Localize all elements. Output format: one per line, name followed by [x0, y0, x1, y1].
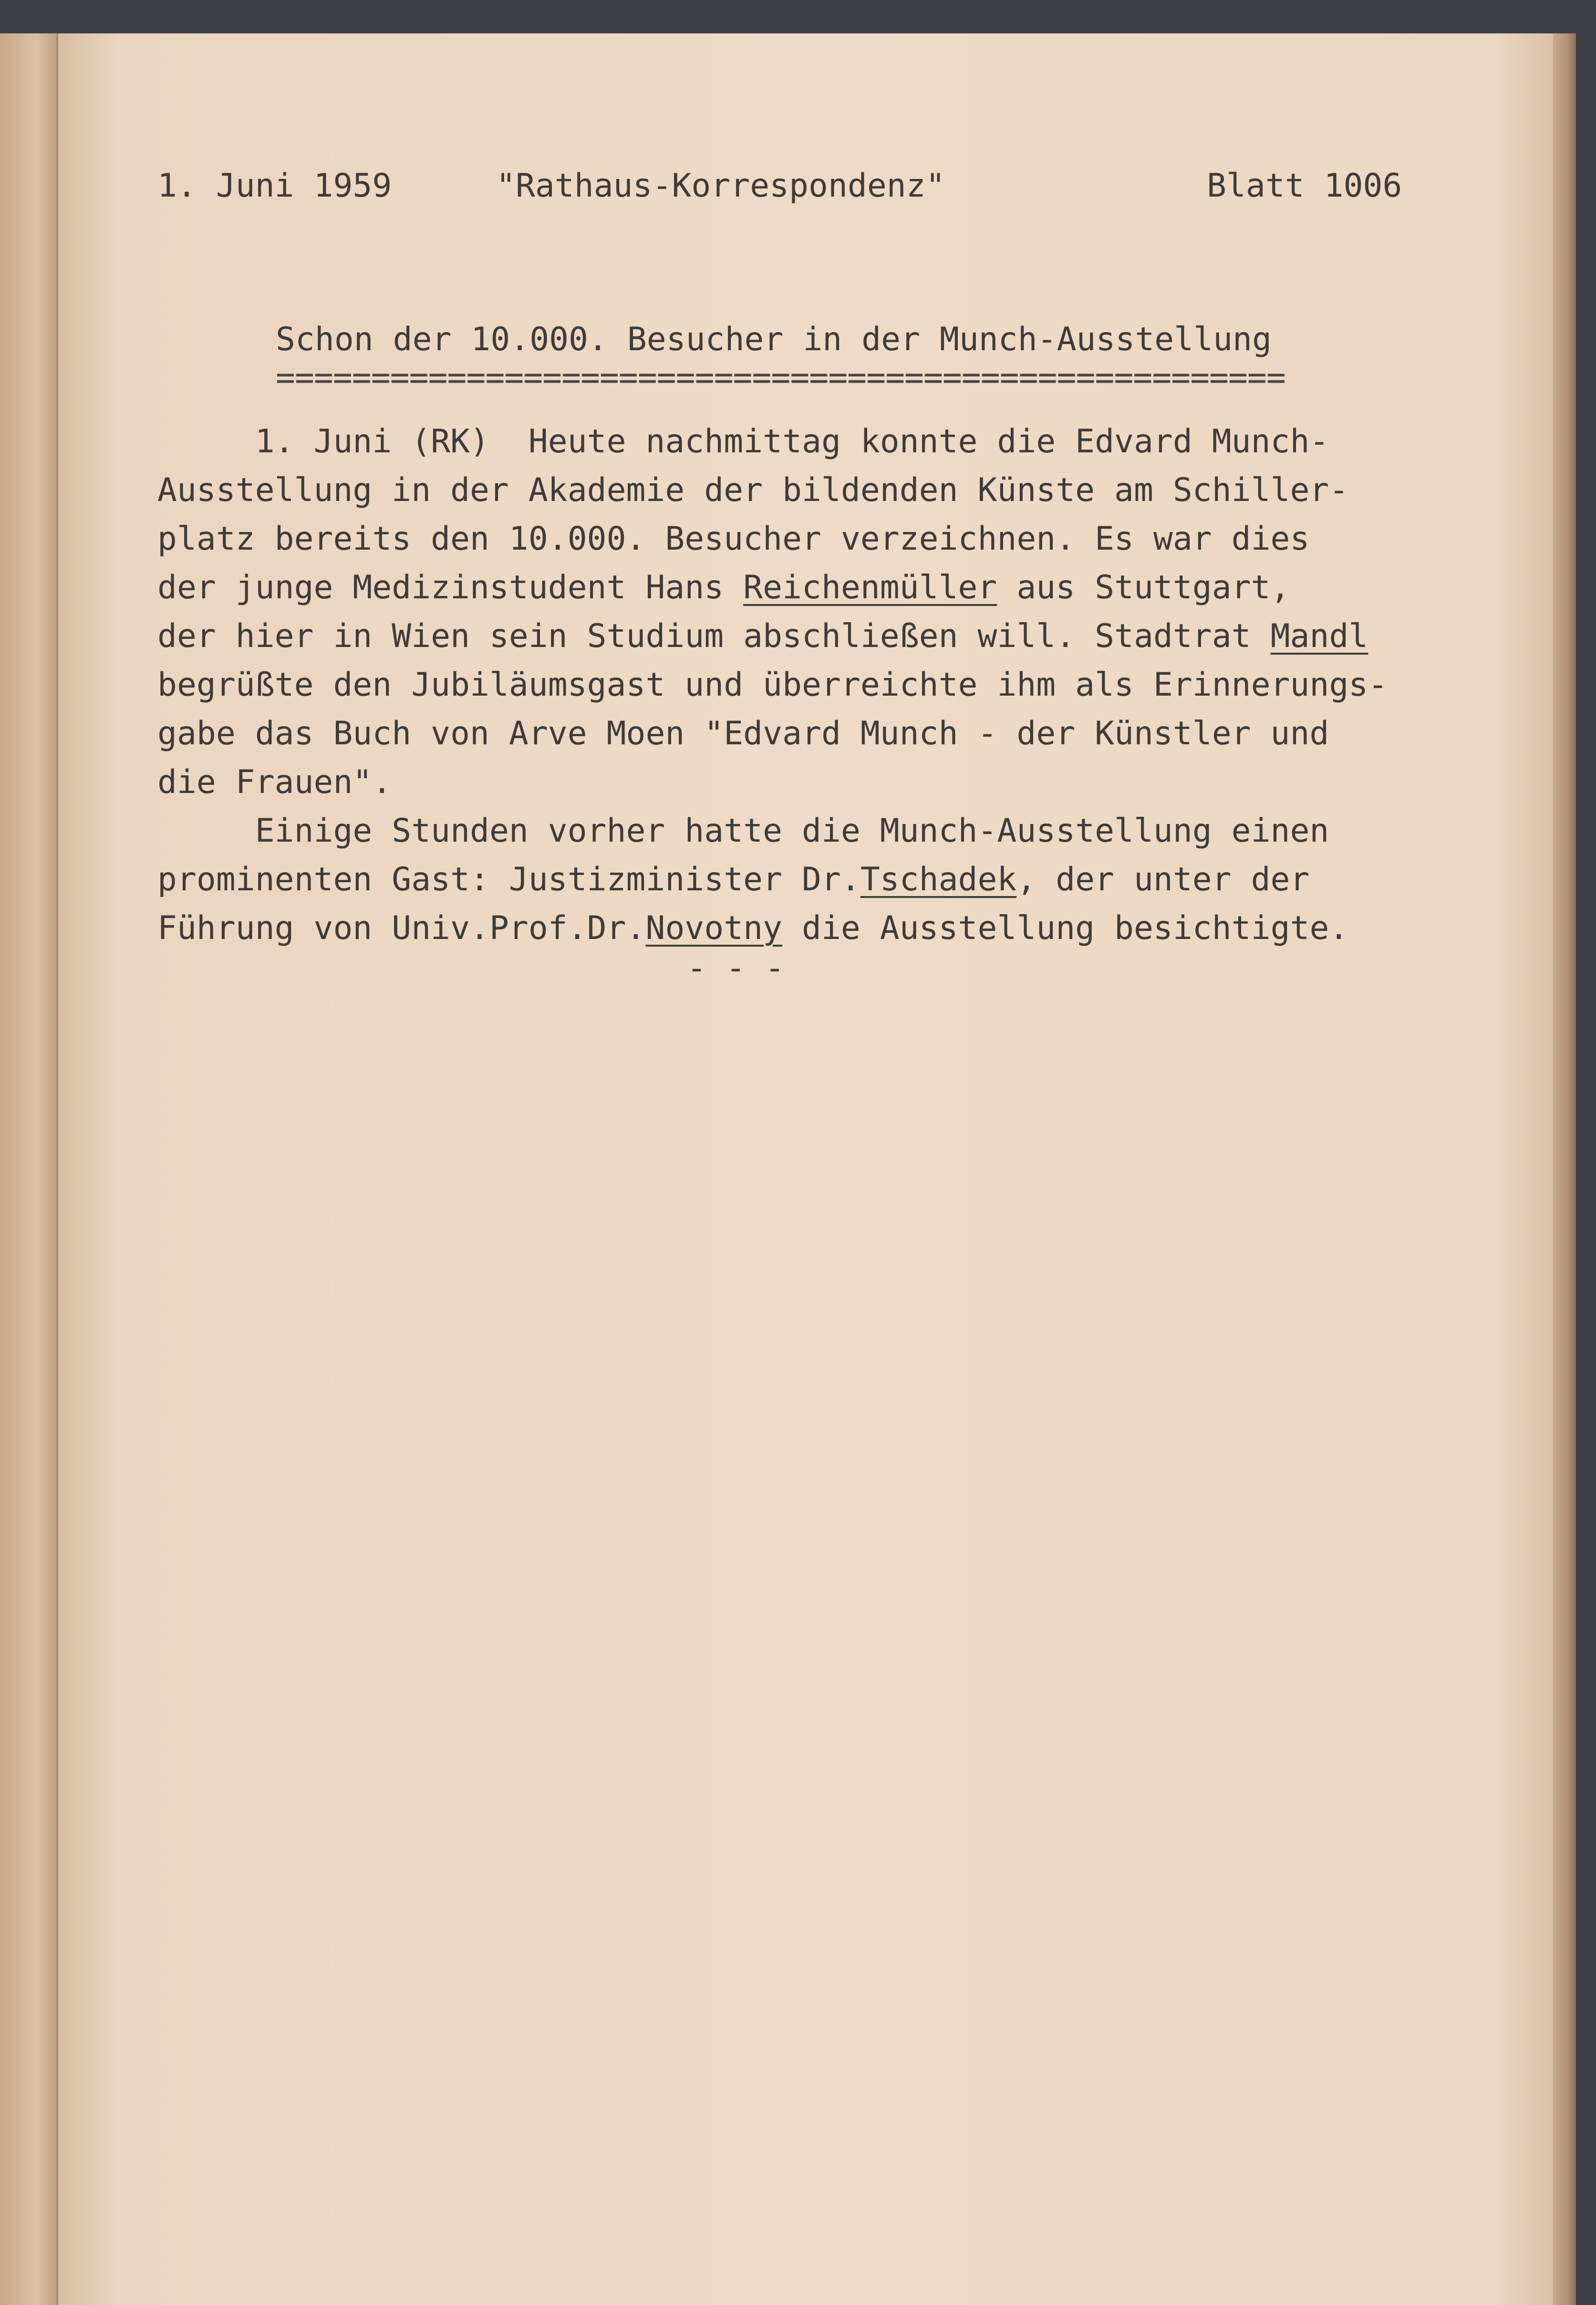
line-text: 1. Juni (RK) Heute nachmittag konnte die Edvard Munch-	[255, 423, 1329, 460]
line-text: Ausstellung in der Akademie der bildenden Künste am Schiller-	[157, 471, 1349, 509]
underlined-name: Novotny	[645, 909, 783, 947]
header-sheet-number: Blatt 1006	[1207, 167, 1402, 205]
body-line	[157, 855, 1309, 904]
body-line	[157, 515, 1309, 563]
article-title: Schon der 10.000. Besucher in der Munch-Ausstellung	[276, 321, 1272, 358]
body-line	[157, 904, 1348, 953]
line-text: gabe das Buch von Arve Moen "Edvard Munch - der Künstler und	[157, 715, 1329, 752]
title-double-rule: =====================================================	[276, 359, 1285, 396]
line-text: die Ausstellung besichtigte.	[782, 909, 1349, 947]
page-stack-edge	[1553, 33, 1576, 2305]
body-line	[157, 709, 1329, 758]
body-line	[157, 758, 392, 807]
body-line	[157, 466, 1348, 515]
body-line	[157, 563, 1290, 612]
line-text: Einige Stunden vorher hatte die Munch-Ausstellung einen	[255, 812, 1329, 850]
line-text: prominenten Gast: Justizminister Dr.	[157, 861, 860, 898]
body-line	[157, 807, 1329, 855]
line-indent	[157, 423, 255, 460]
line-text: der hier in Wien sein Studium abschließen will. Stadtrat	[157, 617, 1271, 655]
line-text: platz bereits den 10.000. Besucher verzeichnen. Es war dies	[157, 520, 1310, 558]
line-text: der junge Medizinstudent Hans	[157, 569, 744, 606]
end-mark: - - -	[687, 949, 785, 987]
body-line	[157, 661, 1388, 709]
line-text: aus Stuttgart,	[997, 569, 1290, 606]
underlined-name: Mandl	[1270, 617, 1368, 655]
line-text: , der unter der	[1016, 861, 1310, 898]
line-indent	[157, 812, 255, 850]
line-text: Führung von Univ.Prof.Dr.	[157, 909, 646, 947]
body-line	[157, 612, 1368, 661]
header-publication: "Rathaus-Korrespondenz"	[496, 167, 945, 205]
back-page-edge	[0, 33, 62, 2305]
line-text: begrüßte den Jubiläumsgast und überreichte ihm als Erinnerungs-	[157, 666, 1388, 704]
body-line	[157, 417, 1329, 466]
line-text: die Frauen".	[157, 763, 392, 801]
underlined-name: Reichenmüller	[743, 569, 997, 606]
underlined-name: Tschadek	[860, 861, 1017, 898]
header-date: 1. Juni 1959	[157, 167, 392, 205]
